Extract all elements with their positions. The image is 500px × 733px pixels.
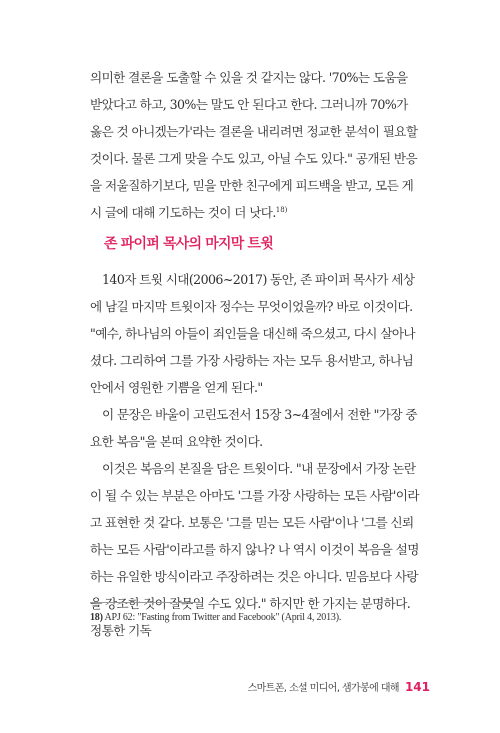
body-text-bottom: [90, 266, 420, 644]
running-footer: [248, 676, 430, 695]
paragraph: 이 문장은 바울이 고린도전서 15장 3~4절에서 전한 "가장 중요한 복음"을 본떠 요약한 것이다.: [90, 407, 417, 449]
paragraph-text: 의미한 결론을 도출할 수 있을 것 같지는 않다. '70%는 도움을 받았다고 하고, 30%는 말도 안 된다고 한다. 그러니까 70%가 옳은 것 아니겠는가'라는 결론을 내리려면 정교한 분석이 필요할 것이다. 물론 그게 맞을 수도 있고, 아닐 수도 있다." 공개된 반응을 저울질하기보다, 믿을 만한 친구에게 피드백을 받고, 모든 게시 글에 대해 기도하는 것이 더 낫다.: [90, 70, 418, 220]
footnote-divider: [90, 602, 202, 603]
footnote: [90, 612, 420, 623]
footnote-reference: 18): [275, 205, 288, 214]
running-title: 스마트폰, 소셜 미디어, 샘가봉에 대해: [247, 683, 399, 694]
paragraph: [90, 64, 420, 226]
section-heading: 존 파이퍼 목사의 마지막 트윗: [104, 236, 273, 252]
body-text-top: [90, 64, 420, 226]
paragraph: 140자 트윗 시대(2006~2017) 동안, 존 파이퍼 목사가 세상에 남길 마지막 트윗이자 정수는 무엇이었을까? 바로 이것이다. "예수, 하나님의 아들이 죄인들을 대신해 죽으셨고, 다시 살아나셨다. 그리하여 그를 가장 사랑하는 자는 모두 용서받고, 하나님 안에서 영원한 기쁨을 얻게 된다.": [90, 272, 415, 395]
footnote-number: 18): [90, 612, 103, 623]
footnote-text: APJ 62: "Fasting from Twitter and Facebook" (April 4, 2013).: [104, 612, 342, 623]
page-number: 141: [404, 680, 430, 694]
paragraph: 이것은 복음의 본질을 담은 트윗이다. "내 문장에서 가장 논란이 될 수 있는 부분은 아마도 '그를 가장 사랑하는 모든 사람'이라고 표현한 것 같다. 보통은 '그를 믿는 모든 사람'이나 '그를 신뢰하는 모든 사람'이라고를 하지 않나? 나 역시 이것이 복음을 설명하는 유일한 방식이라고 주장하려는 것은 아니다. 믿음보다 사랑을 강조한 것이 잘못일 수도 있다." 하지만 한 가지는 분명하다. 정통한 기독: [90, 461, 419, 638]
